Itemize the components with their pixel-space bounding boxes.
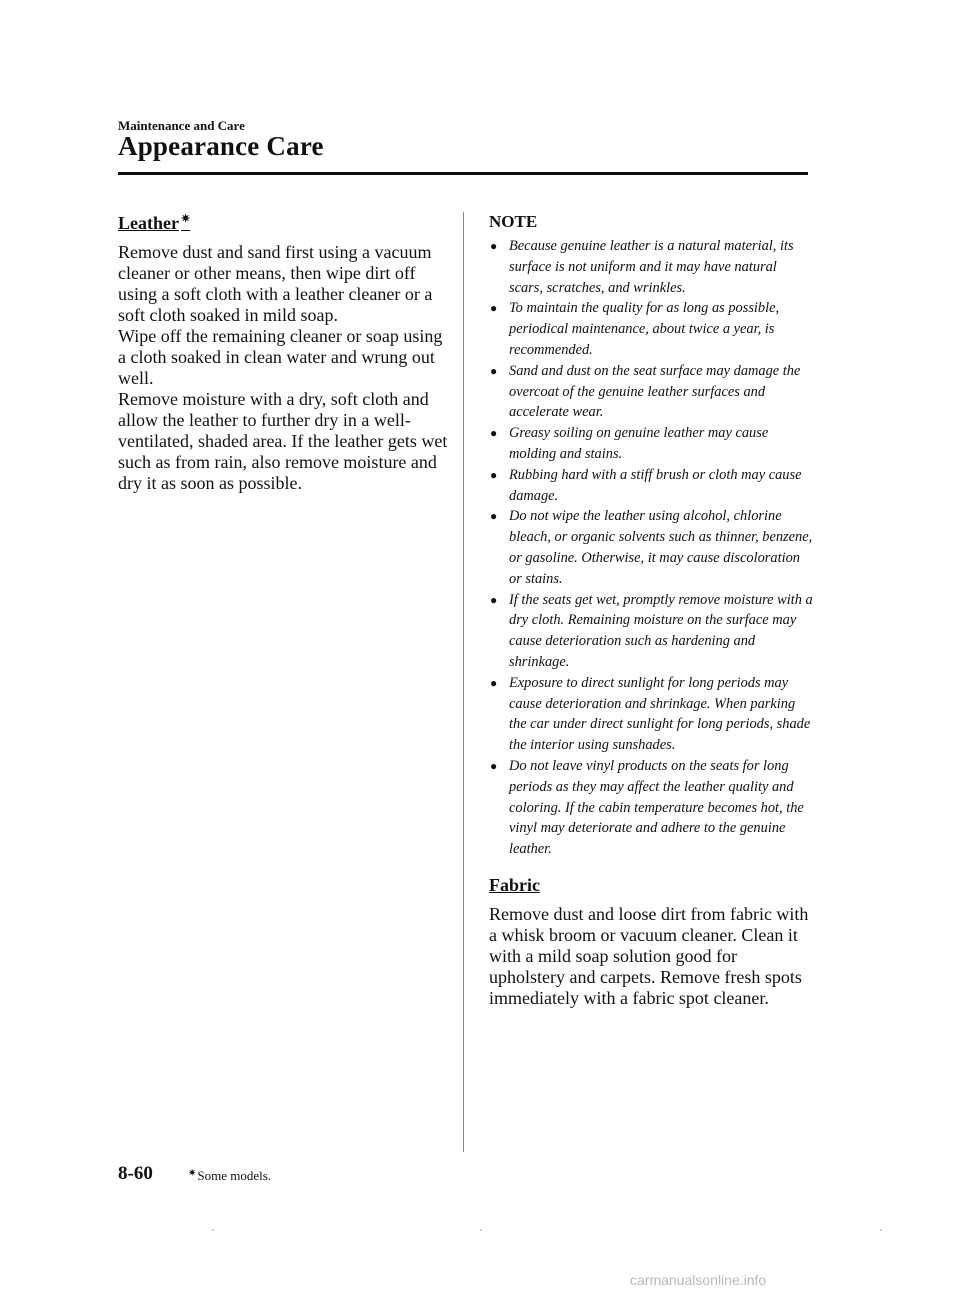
bullet-icon: ●	[490, 758, 498, 773]
section-label: Maintenance and Care	[118, 118, 245, 133]
note-item	[489, 506, 814, 589]
bullet-icon: ●	[490, 675, 498, 690]
note-item-text: Because genuine leather is a natural material, its surface is not uniform and it may have natural scars, scratches, and wrinkles.	[509, 238, 794, 296]
note-item-text: If the seats get wet, promptly remove moisture with a dry cloth. Remaining moisture on the surface may cause deterioration such as hardening and shrinkage.	[509, 591, 813, 670]
note-item-text: Sand and dust on the seat surface may damage the overcoat of the genuine leather surfaces and accelerate wear.	[509, 362, 801, 421]
footnote	[188, 1168, 271, 1184]
note-item-text: Exposure to direct sunlight for long periods may cause deterioration and shrinkage. When parking the car under direct sunlight for long periods, shade the interior using sunshades.	[509, 674, 811, 754]
watermark: carmanualsonline.info	[630, 1272, 767, 1288]
title-rule	[118, 172, 808, 175]
leather-paragraph: Wipe off the remaining cleaner or soap using a cloth soaked in clean water and wrung out well.	[118, 326, 443, 388]
leather-paragraph: Remove moisture with a dry, soft cloth and allow the leather to further dry in a well-ventilated, shaded area. If the leather gets wet such as from rain, also remove moisture and dry it as soon as possible.	[118, 389, 448, 493]
note-item	[489, 236, 814, 298]
leather-heading	[118, 212, 448, 234]
note-item-text: Do not leave vinyl products on the seats for long periods as they may affect the leather quality and coloring. If the cabin temperature becomes hot, the vinyl may deteriorate and adhere to the genuine leather.	[509, 757, 804, 858]
page-title: Appearance Care	[118, 131, 324, 161]
note-heading: NOTE	[489, 212, 538, 231]
column-divider	[463, 212, 464, 1152]
note-item	[489, 465, 814, 507]
note-item	[489, 298, 814, 360]
note-item	[489, 590, 814, 673]
bullet-icon: ●	[490, 426, 498, 441]
bullet-icon: ●	[490, 301, 498, 316]
scan-dot	[880, 1229, 882, 1231]
right-column	[489, 212, 814, 1009]
bullet-icon: ●	[490, 592, 498, 607]
footnote-text: Some models.	[197, 1168, 272, 1183]
note-item	[489, 361, 814, 423]
some-models-marker: ✷	[180, 213, 191, 225]
leather-paragraph: Remove dust and sand first using a vacuum cleaner or other means, then wipe dirt off using a soft cloth with a leather cleaner or a soft cloth soaked in mild soap.	[118, 242, 433, 325]
note-item-text: Rubbing hard with a stiff brush or cloth may cause damage.	[509, 466, 802, 504]
bullet-icon: ●	[490, 363, 498, 378]
bullet-icon: ●	[490, 239, 498, 253]
fabric-heading: Fabric	[489, 874, 540, 895]
note-item-text: Greasy soiling on genuine leather may cause molding and stains.	[509, 425, 769, 462]
note-list	[489, 236, 814, 860]
bullet-icon: ●	[490, 467, 498, 482]
left-column	[118, 212, 448, 494]
note-item	[489, 423, 814, 465]
scan-dot	[212, 1229, 214, 1231]
some-models-marker: ✷	[188, 1168, 197, 1179]
note-item-text: Do not wipe the leather using alcohol, chlorine bleach, or organic solvents such as thinner, benzene, or gasoline. Otherwise, it may cause discoloration or stains.	[509, 508, 813, 587]
scan-dot	[480, 1229, 482, 1231]
note-item-text: To maintain the quality for as long as possible, periodical maintenance, about twice a year, is recommended.	[509, 300, 780, 358]
note-item	[489, 756, 814, 860]
bullet-icon: ●	[490, 509, 498, 524]
leather-heading-text: Leather	[118, 213, 179, 233]
fabric-paragraph: Remove dust and loose dirt from fabric with a whisk broom or vacuum cleaner. Clean it with a mild soap solution good for upholstery and carpets. Remove fresh spots immediately with a fabric spot cleaner.	[489, 903, 809, 1008]
page-number: 8-60	[118, 1163, 153, 1184]
note-item	[489, 673, 814, 756]
